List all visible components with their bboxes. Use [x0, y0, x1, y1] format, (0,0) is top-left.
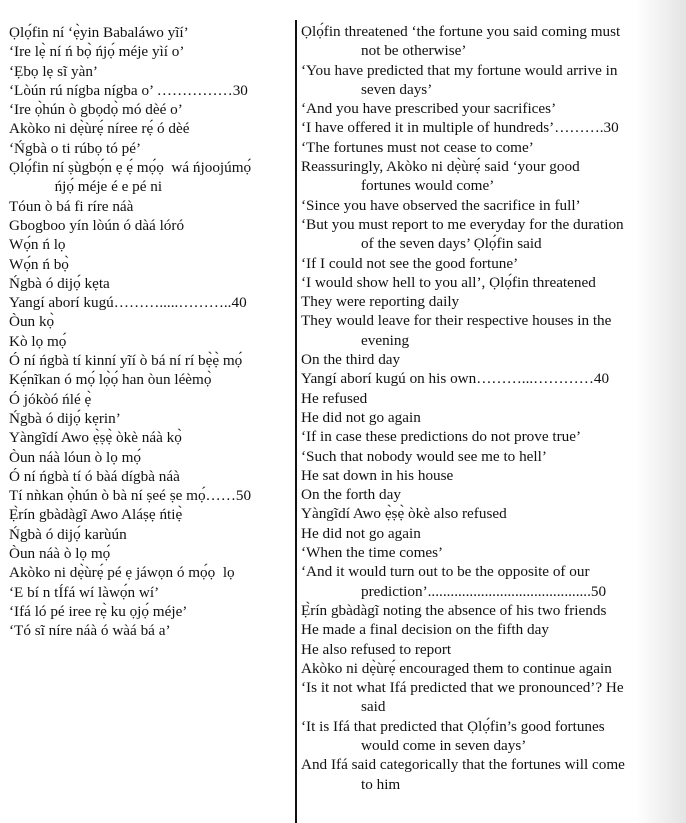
yoruba-verse-line: Akòko ni dẹ̀ùrẹ́ pé ẹ jáwọn ó mọ́ọ lọ	[9, 564, 235, 582]
translation-line-text: ‘If I could not see the good fortune’	[301, 254, 519, 272]
translation-line	[301, 408, 669, 427]
yoruba-verse-line: Ọlọ́fin ní ‘ẹ̀yin Babaláwo yĩí’	[9, 24, 189, 41]
yoruba-verse-line: Kò lọ mọ́	[9, 332, 67, 350]
translation-line	[301, 466, 669, 485]
translation-line	[301, 485, 669, 504]
translation-line	[301, 273, 669, 292]
translation-line	[301, 389, 669, 408]
yoruba-verse-line: ‘Ifá ló pé iree rẹ̀ ku ọjọ́ méje’	[9, 602, 188, 620]
translation-line-text: ‘It is Ifá that predicted that Ọlọ́fin’s good fortunes	[301, 717, 605, 735]
translation-line	[301, 755, 669, 794]
translation-line-text: He did not go again	[301, 524, 421, 542]
yoruba-verse-line: Ńgbà ó dijọ́ kẹta	[9, 274, 110, 292]
yoruba-verse-line: ‘Ẹbọ lẹ sĩ yàn’	[9, 62, 98, 80]
yoruba-verse-line: Wọ́n ń bọ̀	[9, 255, 69, 273]
translation-line-text: ‘But you must report to me everyday for the duration	[301, 215, 624, 233]
translation-line	[301, 196, 669, 215]
yoruba-verse-line: Òun náà ò lọ mọ́	[9, 545, 111, 563]
translation-line-text: Yangí aborí kugú on his own………...…………40	[301, 370, 610, 388]
translation-line-text: ‘I would show hell to you all’, Ọlọ́fin threatened	[301, 273, 596, 291]
translation-line-text: Akòko ni dẹ̀ùrẹ́ encouraged them to continue again	[301, 659, 612, 677]
translation-line-text: They would leave for their respective houses in the	[301, 312, 612, 330]
yoruba-verse-line: Òun kọ̀	[9, 313, 55, 331]
yoruba-verse-column	[9, 23, 289, 641]
yoruba-verse-line: Yàngĩdí Awo ẹ̀ṣẹ̀ òkè náà kọ̀	[9, 429, 182, 447]
translation-line-continuation: evening	[361, 331, 410, 349]
translation-line-text: ‘The fortunes must not cease to come’	[301, 138, 534, 156]
translation-line	[301, 620, 669, 639]
yoruba-verse-line: ‘Ire lẹ̀ ní ń bọ̀ ńjọ́ méje yìí o’	[9, 43, 185, 61]
translation-line-text: ‘I have offered it in multiple of hundreds’……….30	[301, 119, 619, 137]
yoruba-verse-line: Ńgbà ó dijọ́ kẹrin’	[9, 409, 121, 427]
translation-line-text: ‘Such that nobody would see me to hell’	[301, 447, 547, 465]
translation-line	[301, 678, 669, 717]
yoruba-verse-line: ńjọ́ méje é e pé ni	[9, 178, 163, 196]
translation-line	[301, 157, 669, 196]
translation-line	[301, 254, 669, 273]
yoruba-verse-line: Ó ní ńgbà tí ó bàá dígbà náà	[9, 467, 180, 485]
translation-line-text: On the third day	[301, 351, 401, 369]
yoruba-verse-line: ‘Ire ọ̀hún ò gbọdọ̀ mó dèé o’	[9, 101, 183, 119]
translation-line-text: Ọlọ́fin threatened ‘the fortune you said coming must	[301, 23, 621, 40]
yoruba-verse-line: Akòko ni dẹ̀ùrẹ́ níree rẹ́ ó dèé	[9, 120, 190, 138]
yoruba-verse-line: Gbogboo yín lòún ó dàá lóró	[9, 216, 185, 234]
yoruba-verse-line: Tóun ò bá fi ríre náà	[9, 197, 134, 215]
yoruba-verse-line: Ó ní ńgbà tí kinní yĩí ò bá ní rí bẹ̀ẹ̀ mọ́	[9, 352, 243, 370]
translation-line-text: ‘And it would turn out to be the opposite of our	[301, 563, 590, 581]
yoruba-verse-line: ‘E bí n tÍfá wí làwọ́n wí’	[9, 583, 160, 601]
yoruba-verse-line: Kẹ́nĩkan ó mọ́ lọ̀ọ́ han òun léèmọ̀	[9, 371, 212, 389]
translation-line	[301, 99, 669, 118]
translation-line	[301, 427, 669, 446]
translation-line-text: ‘If in case these predictions do not prove true’	[301, 428, 582, 446]
translation-line	[301, 369, 669, 388]
translation-line	[301, 447, 669, 466]
yoruba-verse-line: Ó jókòó ńlé ẹ̀	[9, 390, 92, 408]
yoruba-verse-line: Tí nǹkan ọ̀hún ò bà ní ṣeé ṣe mọ́……50	[9, 487, 252, 505]
translation-line-continuation: would come in seven days’	[361, 736, 527, 754]
translation-line	[301, 292, 669, 311]
translation-line	[301, 640, 669, 659]
translation-line-text: ‘When the time comes’	[301, 544, 444, 562]
translation-line-continuation: prediction’...........................................50	[361, 582, 607, 600]
translation-line-text: And Ifá said categorically that the fortunes will come	[301, 756, 625, 774]
translation-line-text: He did not go again	[301, 408, 421, 426]
translation-line-text: He refused	[301, 389, 368, 407]
translation-line-text: He made a final decision on the fifth day	[301, 621, 549, 639]
translation-line-continuation: to him	[361, 775, 401, 793]
translation-line	[301, 543, 669, 562]
translation-line-text: He sat down in his house	[301, 466, 454, 484]
translation-line	[301, 138, 669, 157]
translation-line-continuation: seven days’	[361, 80, 433, 98]
translation-line	[301, 659, 669, 678]
translation-line-continuation: fortunes would come’	[361, 177, 495, 195]
translation-line	[301, 350, 669, 369]
translation-line	[301, 118, 669, 137]
translation-line	[301, 311, 669, 350]
yoruba-verse-line: Yangí aborí kugú……….....………..40	[9, 294, 247, 312]
translation-line	[301, 717, 669, 756]
translation-line-text: Yàngĩdí Awo ẹ̀ṣẹ̀ òkè also refused	[301, 505, 507, 523]
translation-line-text: Ẹ̀rín gbàdàgĩ noting the absence of his two friends	[301, 601, 607, 619]
translation-line	[301, 562, 669, 601]
yoruba-verse-line: Ọlọ́fin ní ṣùgbọ́n ẹ ẹ́ mọ́ọ wá ńjoojúmọ́	[9, 159, 252, 177]
yoruba-verse-line: ‘Tó sĩ níre náà ó wàá bá a’	[9, 622, 171, 640]
yoruba-verse-line: Ẹ̀rín gbàdàgĩ Awo Aláṣẹ ńtiẹ̀	[9, 506, 183, 524]
yoruba-verse-line: ‘Lòún rú nígba nígba o’ ……………30	[9, 81, 248, 99]
yoruba-verse-line: Òun náà lóun ò lọ mọ́	[9, 448, 142, 466]
english-translation-column	[301, 22, 669, 794]
translation-line-continuation: not be otherwise’	[361, 42, 467, 60]
translation-line-text: They were reporting daily	[301, 293, 460, 311]
translation-line	[301, 601, 669, 620]
translation-line-continuation: of the seven days’ Ọlọ́fin said	[361, 235, 542, 253]
yoruba-verse-line: ‘Ńgbà o ti rúbọ tó pé’	[9, 139, 142, 157]
translation-line-text: He also refused to report	[301, 640, 452, 658]
yoruba-verse-line: Wọ́n ń lọ	[9, 236, 66, 254]
translation-line-text: Reassuringly, Akòko ni dẹ̀ùrẹ́ said ‘your good	[301, 158, 580, 176]
translation-line-text: On the forth day	[301, 486, 401, 504]
translation-line-text: ‘Is it not what Ifá predicted that we pronounced’? He	[301, 679, 624, 697]
translation-line	[301, 22, 669, 61]
translation-line	[301, 215, 669, 254]
yoruba-verse-line: Ńgbà ó dijọ́ karùún	[9, 525, 127, 543]
translation-line-text: ‘Since you have observed the sacrifice in full’	[301, 196, 581, 214]
translation-line	[301, 61, 669, 100]
translation-line-text: ‘And you have prescribed your sacrifices’	[301, 100, 557, 118]
translation-line-continuation: said	[361, 698, 386, 716]
translation-line	[301, 524, 669, 543]
translation-line-text: ‘You have predicted that my fortune would arrive in	[301, 61, 618, 79]
column-divider	[295, 20, 297, 823]
translation-line	[301, 504, 669, 523]
